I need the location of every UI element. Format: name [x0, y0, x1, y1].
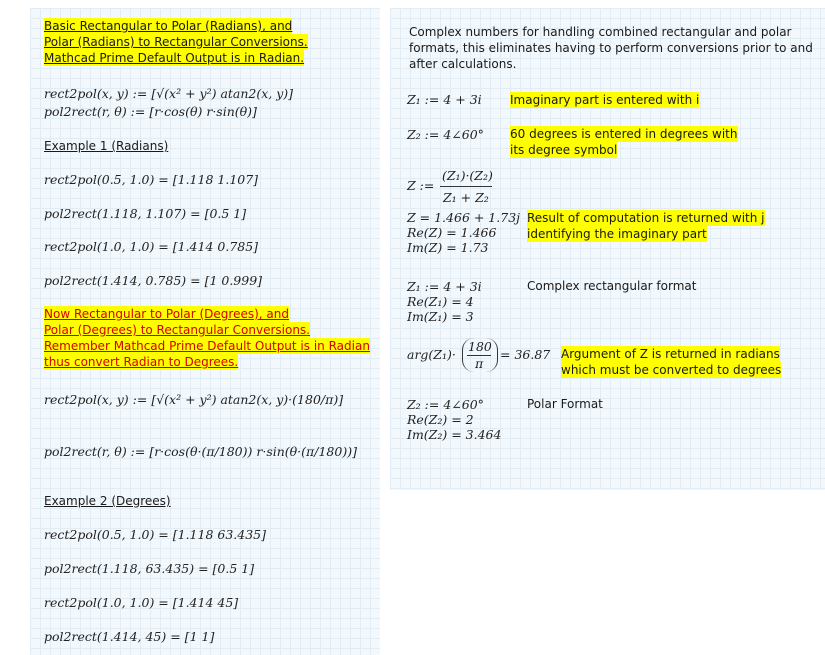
example1-title: Example 1 (Radians): [44, 139, 169, 153]
example2-pol2rect-a[interactable]: pol2rect(1.118, 63.435) = [0.5 1]: [44, 561, 255, 576]
polar-block[interactable]: Z₂ := 4∠60° Re(Z₂) = 2 Im(Z₂) = 3.464: [407, 397, 502, 442]
z1-note: Imaginary part is entered with i: [510, 93, 700, 107]
example2-title: Example 2 (Degrees): [44, 494, 171, 508]
pol2rect-degrees-definition[interactable]: pol2rect(r, θ) := [r·cos(θ·(π/180)) r·sin(θ·(π/180))]: [44, 444, 357, 459]
example1-rect2pol-b[interactable]: rect2pol(1.0, 1.0) = [1.414 0.785]: [44, 239, 259, 254]
rectangular-block[interactable]: Z₁ := 4 + 3i Re(Z₁) = 4 Im(Z₁) = 3: [407, 279, 482, 324]
z-denominator: Z₁ + Z₂: [443, 190, 489, 205]
arg-numerator: 180: [468, 339, 492, 354]
z-result[interactable]: Z = 1.466 + 1.73j Re(Z) = 1.466 Im(Z) = 1.73: [407, 210, 521, 255]
rect2pol-definition[interactable]: rect2pol(x, y) := [√(x² + y²) atan2(x, y)]: [44, 86, 294, 101]
example1-pol2rect-b[interactable]: pol2rect(1.414, 0.785) = [1 0.999]: [44, 273, 263, 288]
heading-degrees: Now Rectangular to Polar (Degrees), and Polar (Degrees) to Rectangular Conversions. Remember Mathcad Prime Default Output is in Radian thus convert Radian to Degrees.: [44, 307, 370, 369]
arg-denominator: π: [475, 356, 484, 371]
z-result-note: Result of computation is returned with j identifying the imaginary part: [527, 211, 765, 241]
example1-rect2pol-a[interactable]: rect2pol(0.5, 1.0) = [1.118 1.107]: [44, 172, 259, 187]
example2-rect2pol-b[interactable]: rect2pol(1.0, 1.0) = [1.414 45]: [44, 595, 239, 610]
z-lhs[interactable]: Z :=: [407, 178, 435, 193]
polar-format-label: Polar Format: [527, 397, 603, 411]
z2-definition[interactable]: Z₂ := 4∠60°: [407, 127, 484, 142]
example2-pol2rect-b[interactable]: pol2rect(1.414, 45) = [1 1]: [44, 629, 215, 644]
example1-pol2rect-a[interactable]: pol2rect(1.118, 1.107) = [0.5 1]: [44, 206, 247, 221]
intro-text: Complex numbers for handling combined rectangular and polar formats, this eliminates having to perform conversions prior to and after calculations.: [409, 25, 813, 71]
heading-radians: Basic Rectangular to Polar (Radians), and Polar (Radians) to Rectangular Conversions. Mathcad Prime Default Output is in Radian.: [44, 19, 308, 65]
example2-rect2pol-a[interactable]: rect2pol(0.5, 1.0) = [1.118 63.435]: [44, 527, 267, 542]
z1-definition[interactable]: Z₁ := 4 + 3i: [407, 92, 482, 107]
z-fraction-bar: [440, 186, 492, 187]
arg-result[interactable]: = 36.87: [500, 347, 551, 362]
rectangular-format-label: Complex rectangular format: [527, 279, 697, 293]
rect2pol-degrees-definition[interactable]: rect2pol(x, y) := [√(x² + y²) atan2(x, y)·(180/π)]: [44, 392, 344, 407]
arg-lhs[interactable]: arg(Z₁)·: [407, 347, 456, 362]
arg-note: Argument of Z is returned in radians which must be converted to degrees: [561, 347, 782, 377]
z2-note: 60 degrees is entered in degrees with its degree symbol: [510, 127, 738, 157]
z-numerator: (Z₁)·(Z₂): [442, 168, 493, 183]
pol2rect-definition[interactable]: pol2rect(r, θ) := [r·cos(θ) r·sin(θ)]: [44, 104, 257, 119]
